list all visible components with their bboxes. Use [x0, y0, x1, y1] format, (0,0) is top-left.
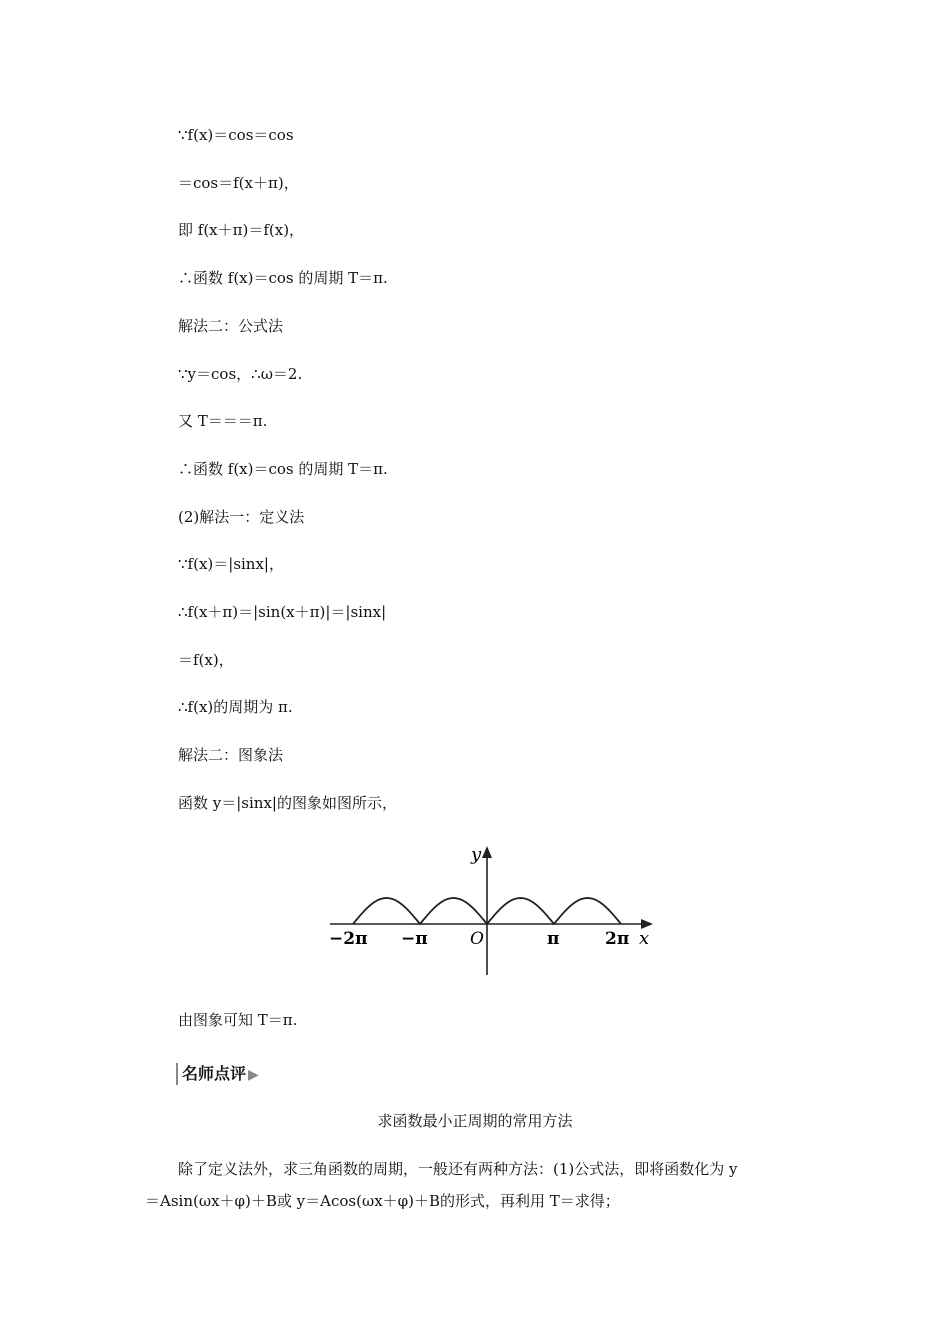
text-line: ∵y＝cos，∴ω＝2. [178, 365, 303, 383]
section-heading-label: 名师点评 [182, 1064, 247, 1083]
paragraph-line: ＝Asin(ωx＋φ)＋B或 y＝Acos(ωx＋φ)＋B的形式，再利用 T＝求得； [145, 1192, 620, 1210]
y-axis-label: y [471, 844, 482, 865]
x-axis-label: x [639, 928, 650, 949]
paragraph-line: 除了定义法外，求三角函数的周期，一般还有两种方法：(1)公式法，即将函数化为 y [178, 1160, 738, 1178]
text-line: 即 f(x＋π)＝f(x)， [178, 221, 305, 239]
triangle-arrow-icon: ▶ [248, 1067, 259, 1083]
tick-label-pi: π [547, 929, 560, 949]
method-heading: (2)解法一：定义法 [178, 508, 305, 526]
section-heading [176, 1063, 259, 1085]
text-line: ∴函数 f(x)＝cos 的周期 T＝π. [178, 269, 388, 287]
text-line: ∵f(x)＝|sinx|， [178, 555, 284, 573]
method-heading: 解法二：图象法 [178, 746, 284, 764]
summary-title: 求函数最小正周期的常用方法 [377, 1112, 573, 1130]
text-line: ∴f(x＋π)＝|sin(x＋π)|＝|sinx| [178, 603, 387, 621]
text-line: 函数 y＝|sinx|的图象如图所示， [178, 794, 397, 812]
text-line: ∴f(x)的周期为 π. [178, 698, 293, 716]
tick-label-neg-2pi: −2π [329, 929, 368, 949]
abs-sine-graph [325, 840, 665, 980]
text-line: ＝f(x)， [178, 651, 234, 669]
text-line: ＝cos＝f(x＋π)， [178, 174, 299, 192]
text-line: ∵f(x)＝cos＝cos [178, 126, 294, 144]
origin-label: O [470, 929, 484, 949]
method-heading: 解法二：公式法 [178, 317, 284, 335]
conclusion-line: 由图象可知 T＝π. [178, 1011, 298, 1029]
tick-label-2pi: 2π [605, 929, 630, 949]
tick-label-neg-pi: −π [401, 929, 428, 949]
y-axis-arrow [482, 846, 492, 858]
text-line: ∴函数 f(x)＝cos 的周期 T＝π. [178, 460, 388, 478]
text-line: 又 T＝＝＝π. [178, 412, 268, 430]
